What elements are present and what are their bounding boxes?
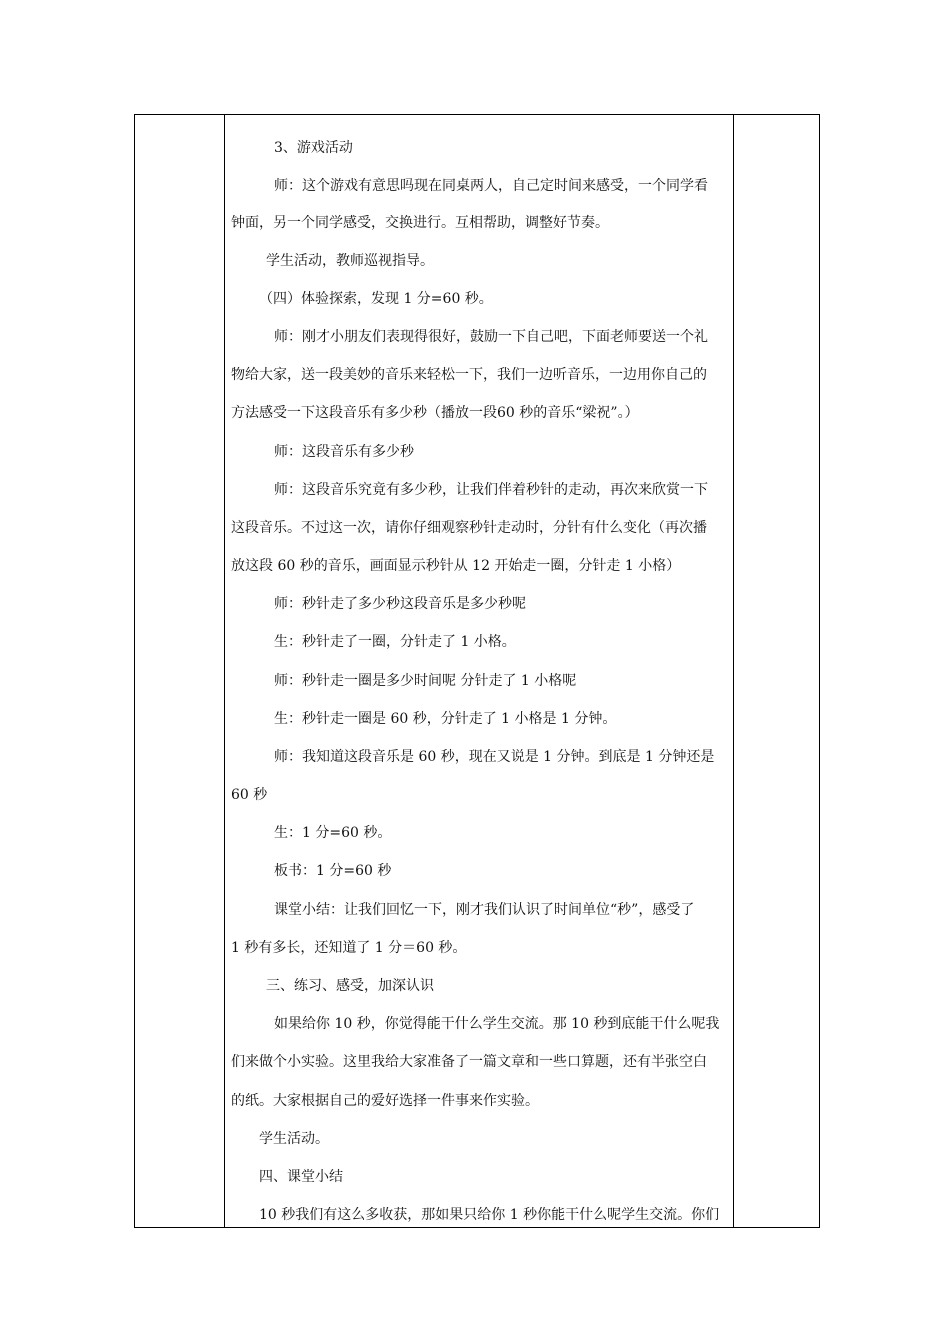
text-line: 方法感受一下这段音乐有多少秒（播放一段60 秒的音乐“梁祝”。） (231, 405, 639, 421)
column-divider-left (224, 115, 225, 1227)
text-line: 10 秒我们有这么多收获，那如果只给你 1 秒你能干什么呢学生交流。你们 (259, 1207, 720, 1223)
text-line: 学生活动。 (259, 1131, 329, 1147)
text-line: 生：1 分=60 秒。 (274, 825, 392, 841)
text-line: 板书：1 分=60 秒 (274, 863, 392, 879)
text-line: 师：这段音乐究竟有多少秒，让我们伴着秒针的走动，再次来欣赏一下 (274, 482, 708, 498)
column-divider-right (733, 115, 734, 1227)
text-line: 们来做个小实验。这里我给大家准备了一篇文章和一些口算题，还有半张空白 (231, 1054, 707, 1070)
text-line: 1 秒有多长，还知道了 1 分＝60 秒。 (231, 940, 467, 956)
text-line: 师：秒针走了多少秒这段音乐是多少秒呢 (274, 596, 526, 612)
text-line: 师：秒针走一圈是多少时间呢 分针走了 1 小格呢 (274, 673, 577, 689)
text-line: 三、练习、感受，加深认识 (266, 978, 434, 994)
text-line: 如果给你 10 秒，你觉得能干什么学生交流。那 10 秒到底能干什么呢我 (274, 1016, 720, 1032)
text-line: 生：秒针走一圈是 60 秒，分针走了 1 小格是 1 分钟。 (274, 711, 617, 727)
text-line: 钟面，另一个同学感受，交换进行。互相帮助，调整好节奏。 (231, 215, 609, 231)
text-line: 师：这个游戏有意思吗现在同桌两人，自己定时间来感受，一个同学看 (274, 178, 708, 194)
text-line: 物给大家，送一段美妙的音乐来轻松一下，我们一边听音乐，一边用你自己的 (231, 367, 707, 383)
text-line: 学生活动，教师巡视指导。 (266, 253, 434, 269)
text-line: 生：秒针走了一圈，分针走了 1 小格。 (274, 634, 516, 650)
text-line: （四）体验探索，发现 1 分=60 秒。 (259, 291, 493, 307)
text-line: 的纸。大家根据自己的爱好选择一件事来作实验。 (231, 1093, 539, 1109)
text-line: 3、游戏活动 (274, 140, 353, 156)
text-line: 四、课堂小结 (259, 1169, 343, 1185)
text-line: 这段音乐。不过这一次，请你仔细观察秒针走动时，分针有什么变化（再次播 (231, 520, 707, 536)
text-line: 师：这段音乐有多少秒 (274, 444, 414, 460)
text-line: 师：我知道这段音乐是 60 秒，现在又说是 1 分钟。到底是 1 分钟还是 (274, 749, 715, 765)
text-line: 60 秒 (231, 787, 268, 803)
text-line: 师：刚才小朋友们表现得很好，鼓励一下自己吧，下面老师要送一个礼 (274, 329, 708, 345)
text-line: 放这段 60 秒的音乐，画面显示秒针从 12 开始走一圈，分针走 1 小格） (231, 558, 681, 574)
text-line: 课堂小结：让我们回忆一下，刚才我们认识了时间单位“秒”，感受了 (274, 902, 695, 918)
